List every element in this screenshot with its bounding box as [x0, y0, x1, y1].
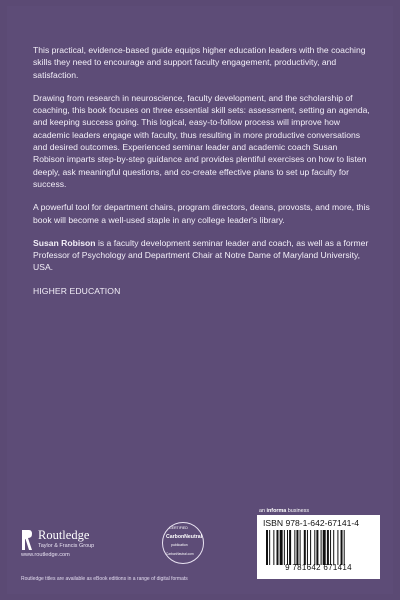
informa-tagline — [259, 508, 309, 514]
informa-suffix: business — [286, 508, 310, 514]
badge-publication-text: publication — [171, 543, 188, 547]
carbon-neutral-badge — [162, 522, 204, 564]
blurb-text — [33, 44, 371, 308]
blurb-paragraph-3: A powerful tool for department chairs, program directors, deans, provosts, and more, this book will become a well-used staple in any college leader's library. — [33, 202, 370, 225]
blurb-paragraph-1: This practical, evidence-based guide equips higher education leaders with the coaching skills they need to encourage and support faculty engagement, productivity, and satisfaction. — [33, 45, 366, 80]
badge-url-text: CarbonNeutral.com — [166, 552, 194, 556]
isbn-number: ISBN 978-1-642-67141-4 — [263, 518, 360, 528]
barcode-digits: 9 781642 671414 — [285, 563, 352, 572]
informa-prefix: an — [259, 508, 267, 514]
barcode-icon — [266, 530, 372, 565]
blurb-paragraph-2: Drawing from research in neuroscience, faculty development, and the scholarship of coaching, this book focuses on three essential skill sets: assessment, setting an agenda, and keeping success going. This logical, easy-to-follow process will improve how academic leaders engage with faculty, thus resulting in more productive conversations and desired outcomes. Experienced seminar leader and academic coach Susan Robison imparts step-by-step guidance and provides plentiful exercises on how to listen deeply, ask meaningful questions, and co-create effective plans to set up faculty for success. — [33, 92, 370, 189]
publisher-group: Taylor & Francis Group — [38, 543, 95, 549]
subject-category: HIGHER EDUCATION — [33, 285, 121, 296]
publisher-website: www.routledge.com — [21, 552, 70, 558]
isbn-barcode — [257, 515, 380, 579]
badge-certified-text: CERTIFIED — [169, 526, 188, 530]
author-bio — [33, 237, 371, 274]
ebook-note: Routledge titles are available as eBook editions in a range of digital formats — [21, 576, 188, 582]
informa-brand: informa — [266, 508, 287, 514]
publisher-name: Routledge — [38, 528, 90, 542]
author-bio-text: is a faculty development seminar leader and coach, as well as a former Professor of Psychology and Department Chair at Notre Dame of Maryland University, USA. — [33, 237, 369, 273]
routledge-r-icon — [21, 529, 33, 551]
author-name: Susan Robison — [33, 237, 96, 248]
cover-footer — [0, 500, 400, 600]
badge-brand-text: CarbonNeutral — [166, 534, 203, 540]
